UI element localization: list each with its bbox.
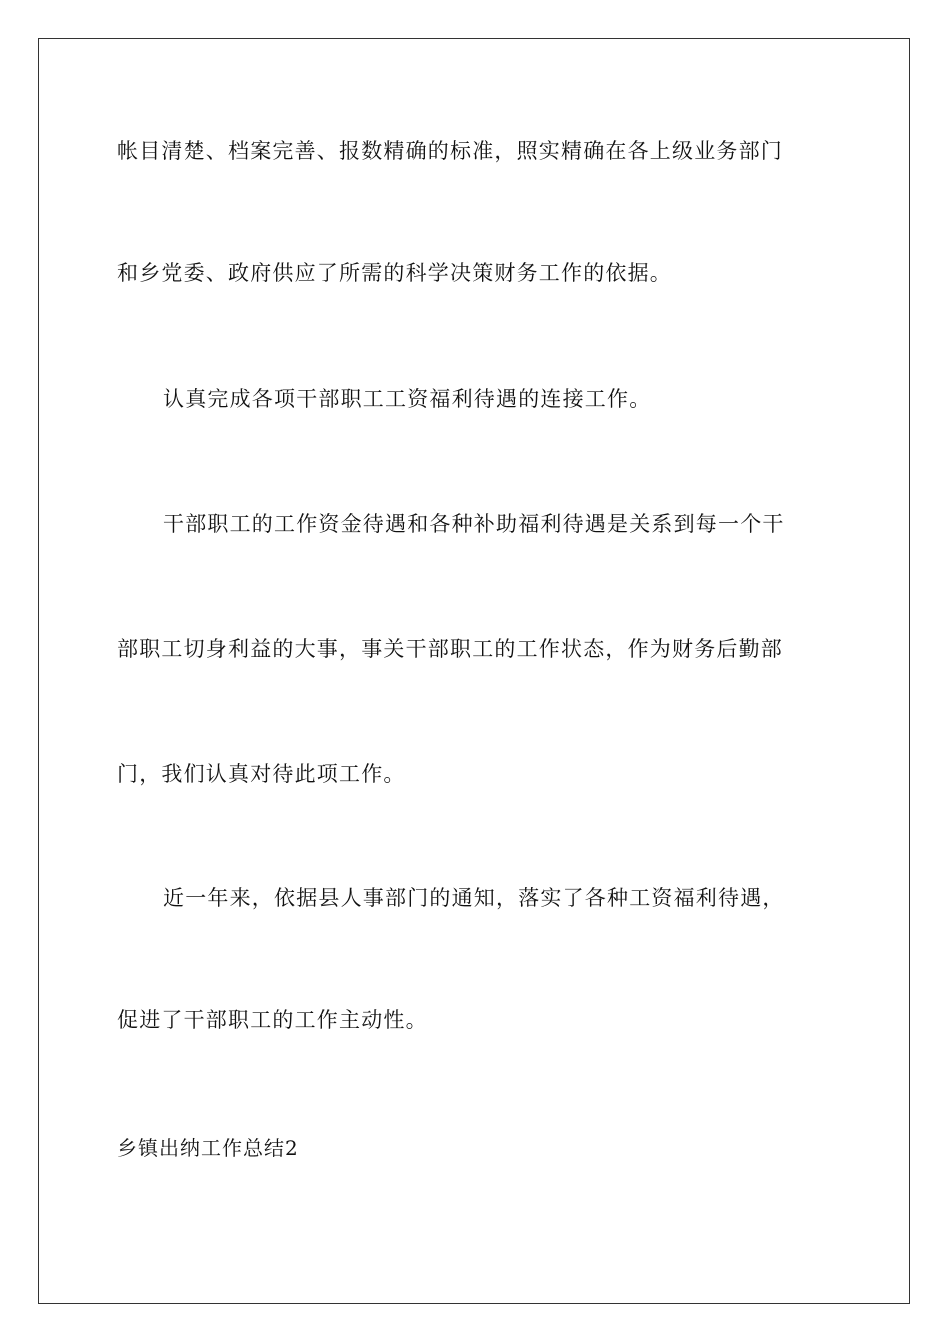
text-line-4: 干部职工的工作资金待遇和各种补助福利待遇是关系到每一个干 <box>163 512 785 536</box>
text-line-8: 促进了干部职工的工作主动性。 <box>117 1008 428 1032</box>
text-line-2: 和乡党委、政府供应了所需的科学决策财务工作的依据。 <box>117 261 672 285</box>
section-heading: 乡镇出纳工作总结2 <box>117 1136 299 1160</box>
text-line-6: 门，我们认真对待此项工作。 <box>117 762 406 786</box>
text-line-5: 部职工切身利益的大事，事关干部职工的工作状态，作为财务后勤部 <box>117 637 783 661</box>
text-line-1: 帐目清楚、档案完善、报数精确的标准，照实精确在各上级业务部门 <box>117 139 783 163</box>
page-border <box>38 38 910 1304</box>
text-line-7: 近一年来，依据县人事部门的通知，落实了各种工资福利待遇， <box>163 886 785 910</box>
text-line-3: 认真完成各项干部职工工资福利待遇的连接工作。 <box>163 387 652 411</box>
